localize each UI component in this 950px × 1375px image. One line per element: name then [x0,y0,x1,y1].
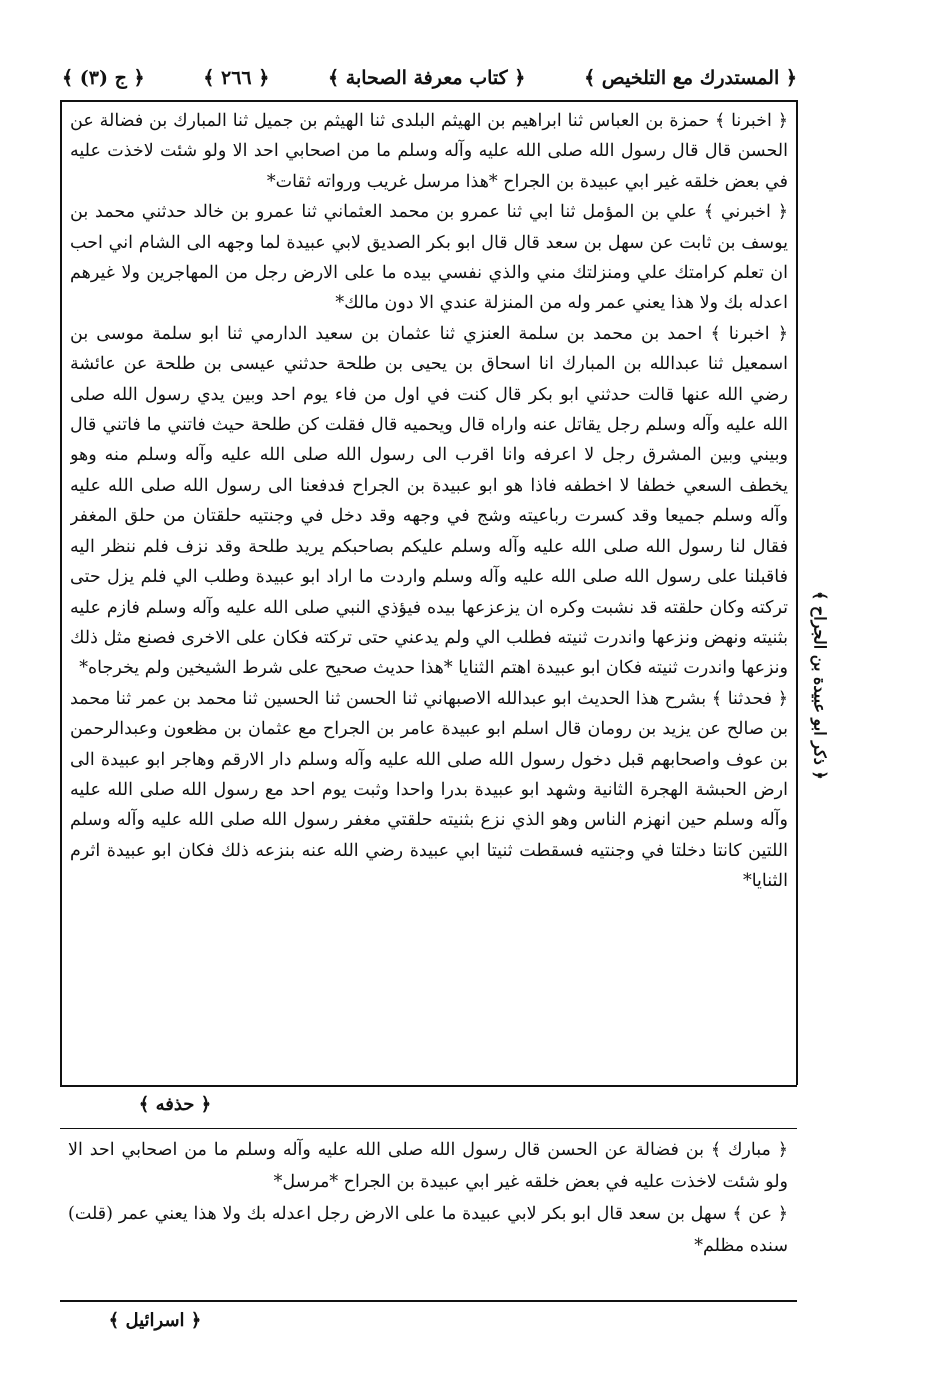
hadith-paragraph: ﴿ اخبرني ﴾ علي بن المؤمل ثنا ابي ثنا عمرو بن محمد العثماني ثنا عمرو بن خالد حدثني محمد بن يوسف بن ثابت عن سهل بن سعد قال قال ابو بكر الصديق لابي عبيدة لما وجهه الى الشام اني احب ان تعلم كرامتك علي ومنزلتك مني والذي نفسي بيده ما على الارض رجل من المهاجرين ولا غيرهم اعدله بك ولا هذا يعني عمر وله من المنزلة عندي الا دون مالك* [70,202,788,314]
right-border [796,100,798,1085]
left-border [60,100,62,1085]
header-book-title: ﴿ المستدرك مع التلخيص ﴾ [584,67,797,89]
talkhis-paragraph: ﴿ عن ﴾ سهل بن سعد قال ابو بكر لابي عبيدة ما على الارض رجل اعدله بك ولا هذا يعني عمر (قلت) سنده مظلم* [68,1204,788,1256]
header-section-title: ﴿ كتاب معرفة الصحابة ﴾ [328,67,526,89]
header-divider [60,100,797,102]
hadith-paragraph: ﴿ اخبرنا ﴾ احمد بن محمد بن سلمة العنزي ثنا عثمان بن سعيد الدارمي ثنا ابو سلمة موسى بن اسمعيل ثنا عبدالله بن المبارك انا اسحاق بن يحيى بن طلحة حدثني عيسى بن طلحة عن عائشة رضي الله عنها قالت حدثني ابو بكر قال كنت في اول من فاء يوم احد وبين يدي رسول الله صلى الله عليه وآله وسلم رجل يقاتل عنه واراه قال ويحميه قال فقلت كن طلحة حيث فاتني ما فاتني قال وبيني وبين المشرق رجل لا اعرفه وانا اقرب الى رسول الله صلى الله عليه وآله وسلم منه وهو يخطف السعي خطفا لا اخطفه فاذا هو ابو عبيدة بن الجراح فدفعنا الى رسول الله صلى الله عليه وآله وسلم جميعا وقد كسرت رباعيته وشج في وجهه وقد دخل في وجنتيه حلقتان من حلق المغفر فقال لنا رسول الله صلى الله عليه وآله وسلم عليكم بصاحبكم يريد طلحة وقد نزف فلم ننظر اليه فاقبلنا على رسول الله صلى الله عليه وآله وسلم واردت ما اراد ابو عبيدة وطلب الي فلم يزل حتى تركته وكان حلقته قد نشبت وكره ان يزعزعها بيده فيؤذي النبي صلى الله عليه وآله وسلم فازم عليه بثنيته ونهض ونزعها واندرت ثنيته فطلب الي ولم يدعني حتى تركته فكان على الاخرى فصنع مثل ذلك ونزعها واندرت ثنيته فكان ابو عبيدة اهتم الثنايا *هذا حديث صحيح على شرط الشيخين ولم يخرجاه* [70,323,788,679]
running-header [62,58,797,98]
header-page-number: ﴿ ٢٦٦ ﴾ [203,67,270,89]
margin-note [800,540,840,830]
hadith-paragraph: ﴿ اخبرنا ﴾ حمزة بن العباس ثنا ابراهيم بن الهيثم البلدى ثنا الهيثم بن جميل ثنا المبارك بن فضالة عن الحسن قال قال رسول الله صلى الله عليه وآله وسلم ما من اصحابي احد الا ولو شئت لاخذت عليه في بعض خلقه غير ابي عبيدة بن الجراح *هذا مرسل غريب ورواته ثقات* [70,111,788,192]
talkhis-heading: ﴿ حذفه ﴾ [138,1094,212,1115]
talkhis-text [68,1134,788,1294]
section-divider [60,1085,797,1087]
margin-note-text: ﴿ ذكر ابو عبيدة بن الجراح ﴾ [810,590,830,780]
talkhis-paragraph: ﴿ مبارك ﴾ بن فضالة عن الحسن قال رسول الله صلى الله عليه وآله وسلم ما من اصحابي احد الا ولو شئت لاخذت عليه في بعض خلقه غير ابي عبيدة بن الجراح *مرسل* [68,1140,788,1192]
footer-divider [60,1300,797,1302]
talkhis-divider [60,1128,797,1129]
header-volume: ﴿ ج (٣) ﴾ [62,67,145,89]
hadith-paragraph: ﴿ فحدثنا ﴾ بشرح هذا الحديث ابو عبدالله الاصبهاني ثنا الحسن ثنا الحسين ثنا محمد بن عمر ثنا محمد بن صالح عن يزيد بن رومان قال اسلم ابو عبيدة عامر بن الجراح مع عثمان بن مظعون وعبدالرحمن بن عوف واصحابهم قبل دخول رسول الله صلى الله عليه وآله وسلم دار الارقم وهاجر ابو عبيدة الى ارض الحبشة الهجرة الثانية وشهد ابو عبيدة بدرا واحدا وثبت يوم احد مع رسول الله صلى الله عليه وآله وسلم حين انهزم الناس وهو الذي نزع بثنيته حلقتي مغفر رسول الله صلى الله عليه وآله وسلم اللتين كانتا دخلتا في وجنتيه فسقطت ثنيتا ابي عبيدة رضي الله عنه بنزعه ذلك فكان ابو عبيدة اثرم الثنايا* [70,688,788,892]
main-text [70,106,788,1081]
footer-heading: ﴿ اسرائيل ﴾ [108,1310,202,1331]
